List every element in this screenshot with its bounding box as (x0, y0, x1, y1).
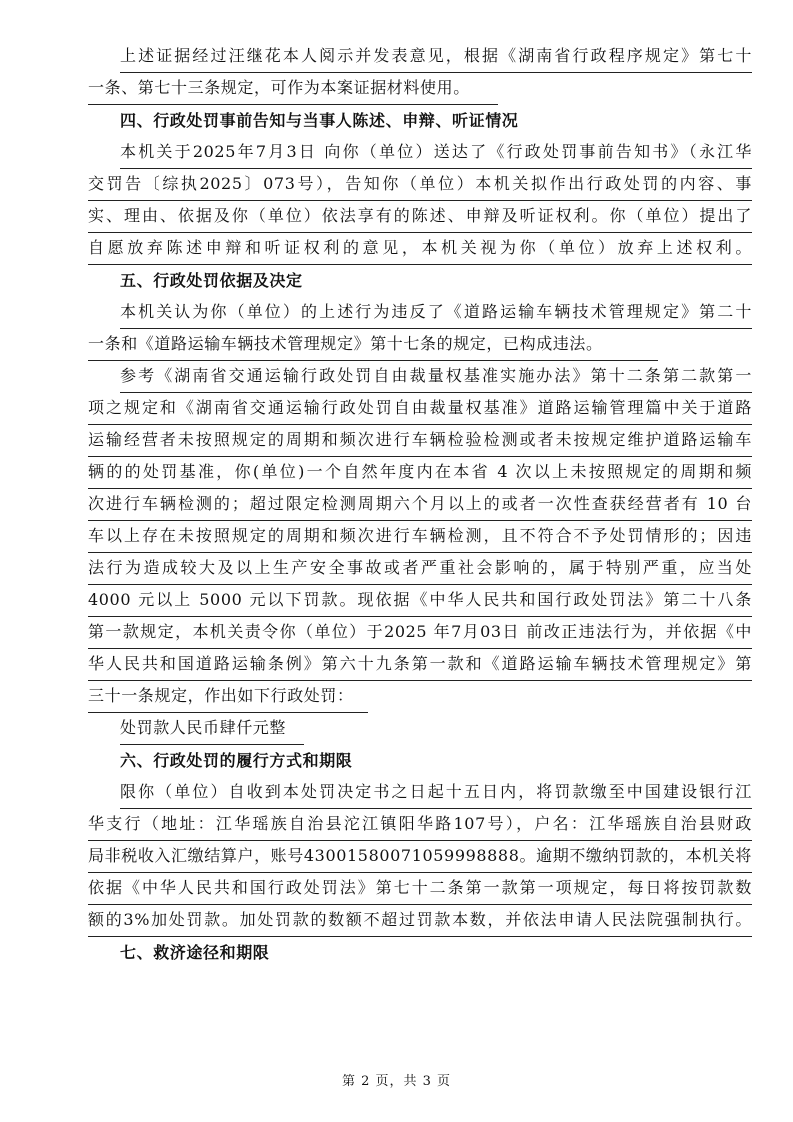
paragraph-line: 额的3%加处罚款。加处罚款的数额不超过罚款本数，并依法申请人民法院强制执行。 (88, 906, 752, 937)
paragraph-line: 上述证据经过汪继花本人阅示并发表意见，根据《湖南省行政程序规定》第七十 (120, 42, 752, 73)
paragraph-line: 参考《湖南省交通运输行政处罚自由裁量权基准实施办法》第十二条第二款第一 (120, 362, 752, 393)
paragraph-line: 一条和《道路运输车辆技术管理规定》第十七条的规定，已构成违法。 (88, 330, 658, 361)
paragraph-line: 4000 元以上 5000 元以下罚款。现依据《中华人民共和国行政处罚法》第二十八条 (88, 586, 752, 617)
section-heading-6: 六、行政处罚的履行方式和期限 (120, 751, 353, 770)
paragraph-line: 限你（单位）自收到本处罚决定书之日起十五日内，将罚款缴至中国建设银行江 (120, 778, 752, 809)
paragraph-line: 华人民共和国道路运输条例》第六十九条第一款和《道路运输车辆技术管理规定》第 (88, 650, 752, 681)
paragraph-line: 华支行（地址：江华瑶族自治县沱江镇阳华路107号），户名：江华瑶族自治县财政 (88, 810, 752, 841)
page-number: 第 2 页，共 3 页 (341, 1074, 452, 1089)
section-heading-7: 七、救济途径和期限 (120, 943, 270, 962)
paragraph-line: 三十一条规定，作出如下行政处罚： (88, 682, 368, 713)
paragraph-line: 本机关认为你（单位）的上述行为违反了《道路运输车辆技术管理规定》第二十 (120, 298, 752, 329)
paragraph-line: 交罚告〔综执2025〕073号），告知你（单位）本机关拟作出行政处罚的内容、事 (88, 170, 752, 201)
paragraph-line: 依据《中华人民共和国行政处罚法》第七十二条第一款第一项规定，每日将按罚款数 (88, 874, 752, 905)
paragraph-line: 一条、第七十三条规定，可作为本案证据材料使用。 (88, 74, 498, 105)
paragraph-line: 法行为造成较大及以上生产安全事故或者严重社会影响的，属于特别严重，应当处 (88, 554, 752, 585)
paragraph-line: 运输经营者未按照规定的周期和频次进行车辆检验检测或者未按规定维护道路运输车 (88, 426, 752, 457)
paragraph-line: 局非税收入汇缴结算户，账号43001580071059998888。逾期不缴纳罚款的，本机关将 (88, 842, 752, 873)
paragraph-line: 实、理由、依据及你（单位）依法享有的陈述、申辩及听证权利。你（单位）提出了 (88, 202, 752, 233)
section-heading-4: 四、行政处罚事前告知与当事人陈述、申辩、听证情况 (120, 111, 519, 130)
paragraph-line: 辆的的处罚基准，你(单位)一个自然年度内在本省 4 次以上未按照规定的周期和频 (88, 458, 752, 489)
paragraph-line: 本机关于2025年7月3日 向你（单位）送达了《行政处罚事前告知书》（永江华 (120, 138, 752, 169)
paragraph-line: 第一款规定，本机关责令你（单位）于2025 年7月03日 前改正违法行为，并依据《中 (88, 618, 752, 649)
paragraph-line: 车以上存在未按照规定的周期和频次进行车辆检测，且不符合不予处罚情形的；因违 (88, 522, 752, 553)
penalty-amount: 处罚款人民币肆仟元整 (120, 714, 304, 745)
section-heading-5: 五、行政处罚依据及决定 (120, 271, 303, 290)
paragraph-line: 自愿放弃陈述申辩和听证权利的意见，本机关视为你（单位）放弃上述权利。 (88, 234, 752, 265)
paragraph-line: 项之规定和《湖南省交通运输行政处罚自由裁量权基准》道路运输管理篇中关于道路 (88, 394, 752, 425)
paragraph-line: 次进行车辆检测的；超过限定检测周期六个月以上的或者一次性查获经营者有 10 台 (88, 490, 752, 521)
